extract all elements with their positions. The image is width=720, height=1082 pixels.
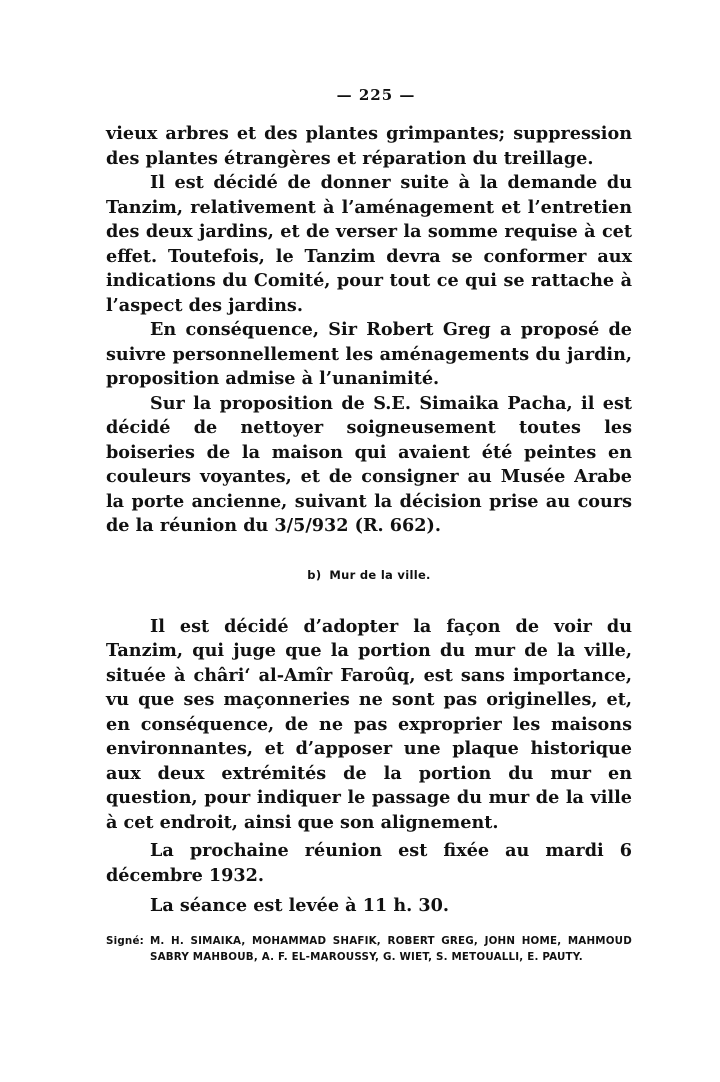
paragraph-woodwork: Sur la proposition de S.E. Simaika Pacha, il est décidé de nettoyer soigneusement toutes les boiseries de la maison qui avaient été peintes en couleurs voyantes, et de consigner au Musée Arabe la porte ancienne, suivant la décision prise au cours de la réunion du 3/5/932 (R. 662).	[106, 392, 632, 536]
document-page	[106, 86, 632, 965]
section-heading	[106, 568, 632, 582]
signature-label: Signé:	[106, 934, 144, 947]
page-number: — 225 —	[336, 86, 416, 104]
section-label: b)	[307, 567, 322, 582]
signature-block	[106, 933, 632, 965]
signature-names: M. H. SIMAIKA, MOHAMMAD SHAFIK, ROBERT GREG, JOHN HOME, MAHMOUD SABRY MAHBOUB, A. F. EL-MAROUSSY, G. WIET, S. METOUALLI, E. PAUTY.	[149, 934, 632, 963]
paragraph-next-meeting: La prochaine réunion est fixée au mardi 6 décembre 1932.	[106, 840, 632, 886]
section-title: Mur de la ville.	[329, 567, 431, 582]
paragraph-session-closed: La séance est levée à 11 h. 30.	[150, 895, 449, 916]
paragraph-tanzim-gardens: Il est décidé de donner suite à la demande du Tanzim, relativement à l’aménagement et l’entretien des deux jardins, et de verser la somme requise à cet effet. Toutefois, le Tanzim devra se conformer aux indications du Comité, pour tout ce qui se rattache à l’aspect des jardins.	[106, 172, 632, 316]
paragraph-continuation: vieux arbres et des plantes grimpantes; suppression des plantes étrangères et réparation du treillage.	[106, 123, 632, 169]
paragraph-city-wall: Il est décidé d’adopter la façon de voir du Tanzim, qui juge que la portion du mur de la ville, située à châri‘ al-Amîr Faroûq, est sans importance, vu que ses maçonneries ne sont pas originelles, et, en conséquence, de ne pas exproprier les maisons environnantes, et d’apposer une plaque historique aux deux extrémités de la portion du mur en question, pour indiquer le passage du mur de la ville à cet endroit, ainsi que son alignement.	[106, 615, 632, 833]
paragraph-robert-greg: En conséquence, Sir Robert Greg a proposé de suivre personnellement les aménagements du jardin, proposition admise à l’unanimité.	[106, 319, 632, 389]
